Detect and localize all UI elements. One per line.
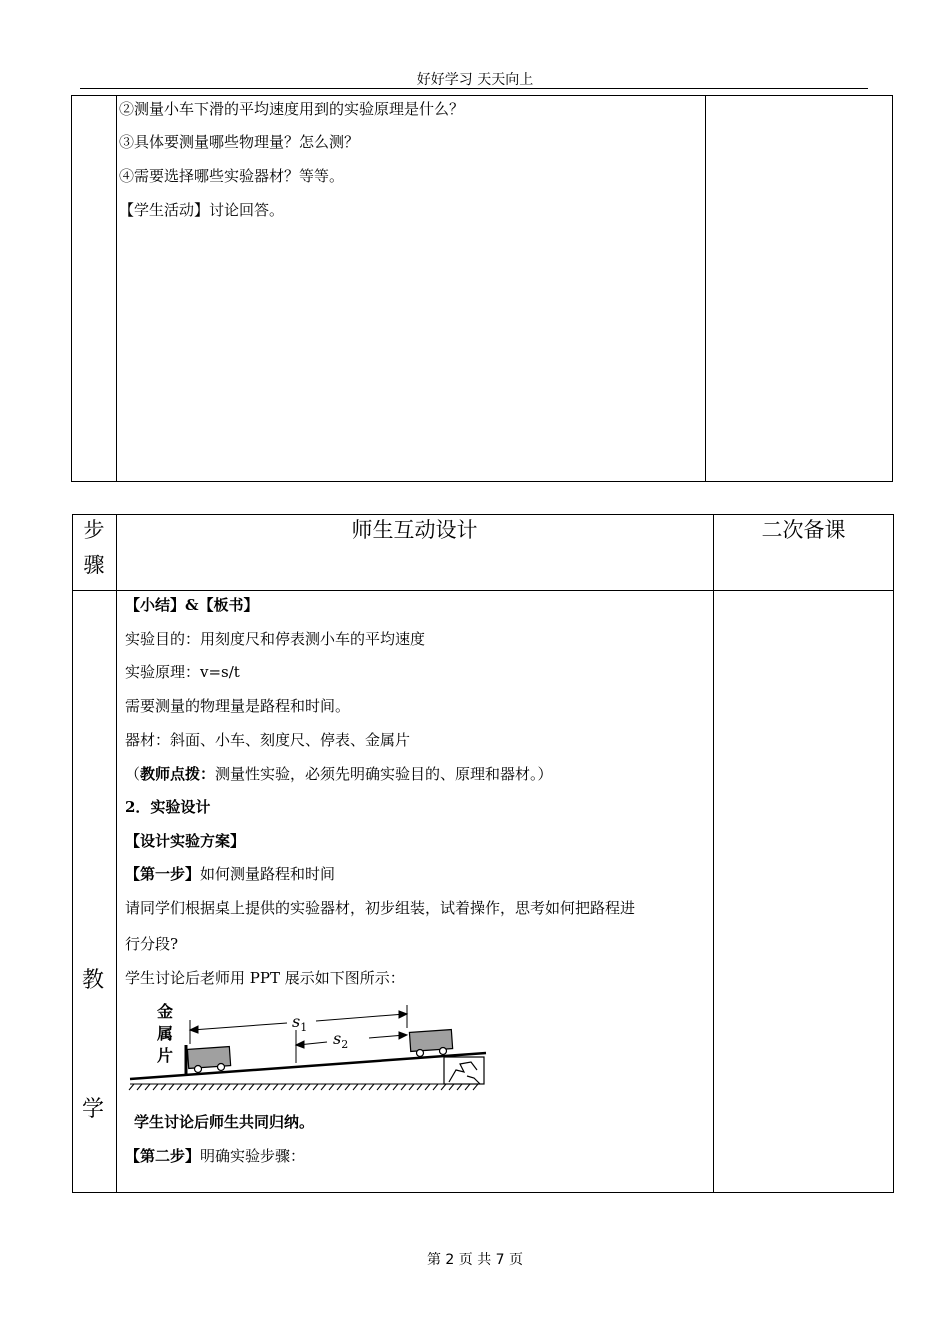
header-step-char-2: 骤 <box>83 553 105 577</box>
summary-title: 【小结】&【板书】 <box>125 596 259 614</box>
lesson-table-header-rule <box>72 590 894 591</box>
teacher-tip <box>125 764 553 784</box>
s2-dimension <box>296 1030 407 1063</box>
cart-upper <box>409 1030 452 1057</box>
ground-hatch <box>129 1084 482 1090</box>
ppt-intro-line: 学生讨论后老师用 PPT 展示如下图所示： <box>125 969 405 987</box>
incline-cart-figure <box>126 1000 491 1096</box>
teacher-tip-open: （ <box>125 765 141 783</box>
step-one-label: 【第一步】 <box>125 865 201 883</box>
s1-var: s <box>292 1012 301 1031</box>
section-experiment-design: 2．实验设计 <box>125 798 211 816</box>
page-footer: 第 2 页 共 7 页 <box>426 1252 524 1268</box>
incline-board <box>130 1053 486 1079</box>
plate-label-char-1: 金 <box>157 1002 174 1021</box>
s1-label <box>292 1012 307 1034</box>
student-activity: 【学生活动】讨论回答。 <box>119 201 285 219</box>
experiment-principle: 实验原理：v=s/t <box>125 663 240 681</box>
quantities-to-measure: 需要测量的物理量是路程和时间。 <box>125 697 351 715</box>
step-two-line <box>125 1146 305 1166</box>
s2-label <box>333 1029 348 1051</box>
step-one-text: 如何测量路程和时间 <box>200 865 336 883</box>
page-header: 好好学习 天天向上 <box>416 72 534 88</box>
summary-after-discussion: 学生讨论后师生共同归纳。 <box>134 1113 315 1131</box>
step-two-text: 明确实验步骤： <box>200 1147 306 1165</box>
step-two-label: 【第二步】 <box>125 1147 201 1165</box>
equipment-list: 器材：斜面、小车、刻度尺、停表、金属片 <box>125 731 411 749</box>
question-2: ②测量小车下滑的平均速度用到的实验原理是什么？ <box>119 100 465 118</box>
teacher-tip-text: 测量性实验，必须先明确实验目的、原理和器材。） <box>215 765 553 783</box>
s2-var: s <box>333 1029 342 1048</box>
lesson-table-col-divider-1 <box>116 514 117 1193</box>
instruction-line-2: 行分段? <box>125 935 179 953</box>
instruction-line-1: 请同学们根据桌上提供的实验器材，初步组装，试着操作，思考如何把路程进 <box>125 899 636 917</box>
lesson-table-col-divider-2 <box>713 514 714 1193</box>
header-step-char-1: 步 <box>83 518 105 542</box>
s2-sub: 2 <box>341 1038 349 1051</box>
support-block <box>444 1057 484 1084</box>
experiment-purpose: 实验目的：用刻度尺和停表测小车的平均速度 <box>125 630 426 648</box>
design-plan-title: 【设计实验方案】 <box>125 832 246 850</box>
question-4: ④需要选择哪些实验器材？等等。 <box>119 167 345 185</box>
header-second-prep: 二次备课 <box>761 518 846 542</box>
plate-label-char-2: 属 <box>157 1024 174 1043</box>
plate-label-char-3: 片 <box>157 1046 174 1065</box>
table-continued-col-divider-1 <box>116 95 117 482</box>
cart-lower <box>187 1047 230 1073</box>
step-label-xue: 学 <box>82 1097 105 1122</box>
teacher-tip-label: 教师点拨： <box>140 765 216 783</box>
step-label-jiao: 教 <box>82 968 105 993</box>
table-continued <box>71 95 893 482</box>
question-3: ③具体要测量哪些物理量？怎么测？ <box>119 133 360 151</box>
table-continued-col-divider-2 <box>705 95 706 482</box>
step-one-line <box>125 864 335 884</box>
header-rule <box>80 88 868 89</box>
header-design: 师生互动设计 <box>351 518 478 542</box>
s1-sub: 1 <box>300 1021 308 1034</box>
